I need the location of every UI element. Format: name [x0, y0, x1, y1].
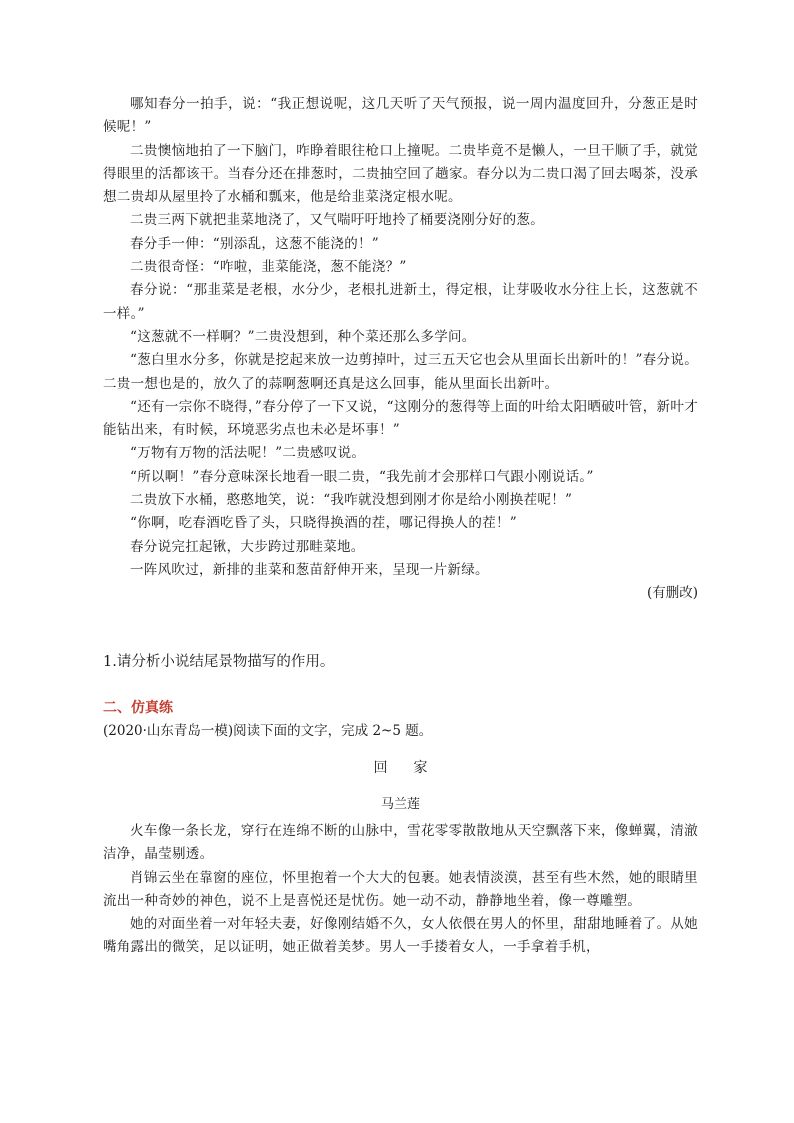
- story-paragraph: 哪知春分一拍手，说：“我正想说呢，这几天听了天气预报，说一周内温度回升，分葱正是时候呢！”: [103, 96, 698, 136]
- story-paragraph: “你啊，吃春酒吃昏了头，只晓得换酒的茬，哪记得换人的茬！”: [130, 515, 518, 532]
- story-paragraph: 二贵懊恼地拍了一下脑门，咋睁着眼往枪口上撞呢。二贵毕竟不是懒人，一旦干顺了手，就觉得眼里的活都该干。当春分还在排葱时，二贵抽空回了趟家。春分以为二贵口渴了回去喝茶，没承想二贵却从屋里拎了水桶和瓢来，他是给韭菜浇定根水呢。: [103, 142, 698, 206]
- story-paragraph: “万物有万物的活法呢！”二贵感叹说。: [130, 445, 366, 462]
- story-paragraph: 春分说完扛起锹，大步跨过那畦菜地。: [130, 538, 365, 555]
- story-excerpt: [103, 93, 698, 606]
- question-number: 1.: [103, 654, 117, 670]
- story-paragraph: 肖锦云坐在靠窗的座位，怀里抱着一个大大的包裹。她表情淡漠，甚至有些木然，她的眼睛里流出一种奇妙的神色，说不上是喜悦还是忧伤。她一动不动，静静地坐着，像一尊雕塑。: [103, 869, 698, 909]
- story-two-body: [103, 820, 698, 960]
- story-paragraph: 二贵三两下就把韭菜地浇了，又气喘吁吁地拎了桶要浇刚分好的葱。: [130, 212, 544, 229]
- question-text: 请分析小说结尾景物描写的作用。: [116, 654, 335, 670]
- story-author: 马兰莲: [380, 797, 420, 812]
- story-paragraph: “还有一宗你不晓得，”春分停了一下又说，“这刚分的葱得等上面的叶给太阳晒破叶管，新叶才能钻出来，有时候，环境恶劣点也未必是坏事！”: [103, 398, 698, 439]
- story-paragraph: “葱白里水分多，你就是挖起来放一边剪掉叶，过三五天它也会从里面长出新叶的！”春分说。二贵一想也是的，放久了的蒜啊葱啊还真是这么回事，能从里面长出新叶。: [103, 352, 698, 392]
- story-paragraph: 火车像一条长龙，穿行在连绵不断的山脉中，雪花零零散散地从天空飘落下来，像蝉翼，清澈洁净，晶莹剔透。: [103, 823, 698, 863]
- story-paragraph: “所以啊！”春分意味深长地看一眼二贵，“我先前才会那样口气跟小刚说话。”: [130, 468, 594, 485]
- section-intro: (2020·山东青岛一模)阅读下面的文字，完成 2~5 题。: [103, 723, 433, 739]
- story-paragraph: 春分说：“那韭菜是老根，水分少，老根扎进新土，得定根，让芽吸收水分往上长，这葱就不一样。”: [103, 282, 698, 322]
- story-paragraph: 二贵很奇怪：“咋啦，韭菜能浇，葱不能浇？”: [130, 259, 407, 276]
- story-paragraph: 一阵风吹过，新排的韭菜和葱苗舒伸开来，呈现一片新绿。: [130, 561, 489, 578]
- story-title: 回家: [373, 760, 454, 776]
- story-paragraph: 春分手一伸：“别添乱，这葱不能浇的！”: [130, 235, 380, 252]
- story-paragraph: 她的对面坐着一对年轻夫妻，好像刚结婚不久，女人依偎在男人的怀里，甜甜地睡着了。从她嘴角露出的微笑，足以证明，她正做着美梦。男人一手搂着女人，一手拿着手机，: [103, 916, 698, 956]
- question-1: [103, 651, 698, 673]
- story-paragraph: “这葱就不一样啊？”二贵没想到，种个菜还那么多学问。: [130, 328, 476, 345]
- story-paragraph: 二贵放下水桶，憨憨地笑，说：“我咋就没想到刚才你是给小刚换茬呢！”: [130, 492, 573, 509]
- source-note: (有删改): [646, 585, 698, 602]
- section-title: 二、仿真练: [103, 700, 173, 716]
